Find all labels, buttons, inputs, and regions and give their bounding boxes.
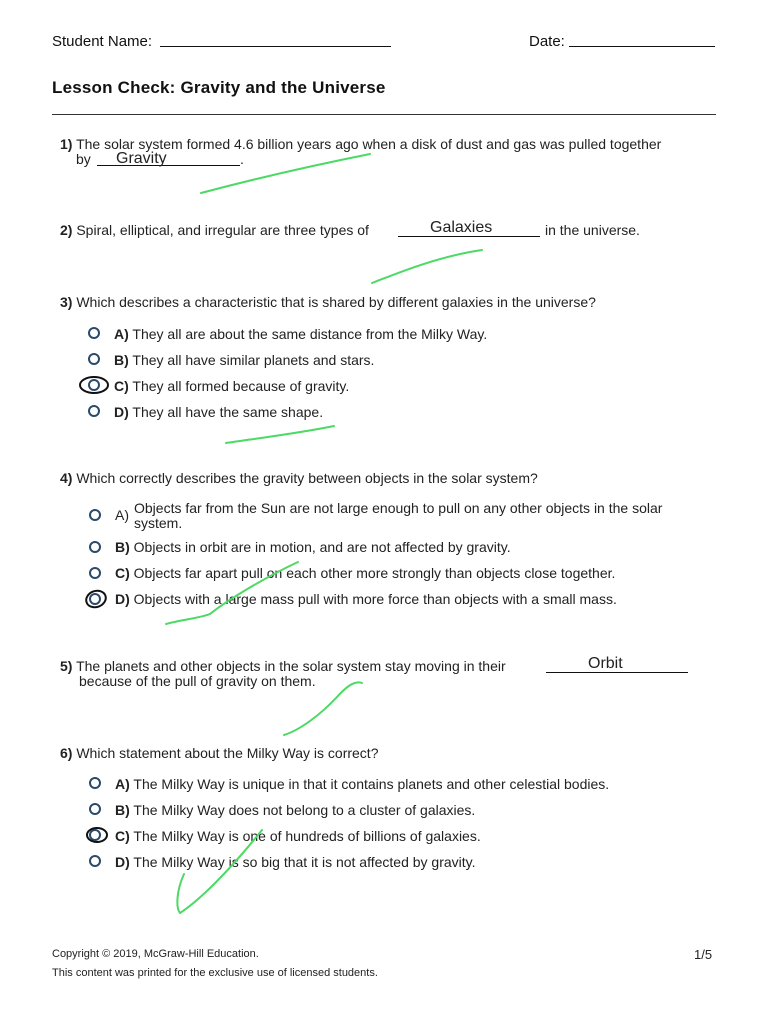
option-text: The Milky Way is one of hundreds of billions of galaxies. (133, 828, 481, 844)
q6-option-d-radio[interactable] (89, 855, 101, 867)
question-text: Which statement about the Milky Way is correct? (76, 745, 379, 761)
question-number: 1) (60, 136, 73, 152)
question-3 (60, 295, 720, 310)
question-text: Spiral, elliptical, and irregular are three types of (76, 222, 369, 238)
option-text: They all have similar planets and stars. (132, 352, 375, 368)
q4-option-d[interactable] (115, 592, 617, 607)
option-letter: D) (115, 854, 130, 870)
ink-stroke-q2 (372, 250, 482, 283)
q6-option-c[interactable] (115, 829, 481, 844)
question-number: 6) (60, 745, 73, 761)
q6-option-b[interactable] (115, 803, 475, 818)
q3-option-c-radio[interactable] (88, 379, 100, 391)
q3-option-a[interactable] (114, 327, 487, 342)
option-text: They all have the same shape. (132, 404, 324, 420)
question-6 (60, 746, 379, 761)
q2-end-text: in the universe. (545, 222, 640, 238)
question-4 (60, 471, 720, 486)
license-notice: This content was printed for the exclusive use of licensed students. (52, 967, 378, 979)
q6-option-d[interactable] (115, 855, 476, 870)
q4-option-b-radio[interactable] (89, 541, 101, 553)
option-letter: C) (114, 378, 129, 394)
q1-answer: Gravity (116, 150, 167, 167)
copyright-text: Copyright © 2019, McGraw-Hill Education. (52, 948, 259, 960)
q4-option-d-radio[interactable] (89, 593, 101, 605)
option-text: Objects with a large mass pull with more force than objects with a small mass. (133, 591, 617, 607)
q4-option-a[interactable] (134, 501, 724, 531)
ink-stroke-q1 (201, 151, 370, 193)
q6-option-a[interactable] (115, 777, 609, 792)
q6-option-b-radio[interactable] (89, 803, 101, 815)
question-text: The planets and other objects in the solar system stay moving in their (76, 658, 506, 674)
option-text: The Milky Way is so big that it is not affected by gravity. (133, 854, 476, 870)
q3-option-b[interactable] (114, 353, 374, 368)
question-text: Which correctly describes the gravity between objects in the solar system? (76, 470, 538, 486)
q4-option-c[interactable] (115, 566, 615, 581)
ink-stroke-q5 (284, 682, 362, 735)
option-text: Objects far apart pull on each other more strongly than objects close together. (133, 565, 616, 581)
question-number: 5) (60, 658, 73, 674)
question-text: Which describes a characteristic that is shared by different galaxies in the universe? (76, 294, 596, 310)
option-text-line2: system. (134, 515, 183, 531)
q4-option-b[interactable] (115, 540, 511, 555)
question-number: 4) (60, 470, 73, 486)
option-text: Objects far from the Sun are not large enough to pull on any other objects in the solar (134, 500, 663, 516)
q3-option-d[interactable] (114, 405, 323, 420)
page-number: 1/5 (694, 947, 713, 962)
q3-option-a-radio[interactable] (88, 327, 100, 339)
option-letter: A) (115, 776, 130, 792)
option-text: The Milky Way does not belong to a cluster of galaxies. (133, 802, 476, 818)
q6-option-a-radio[interactable] (89, 777, 101, 789)
date-label: Date: (529, 33, 565, 50)
option-letter: B) (115, 539, 130, 555)
option-text: The Milky Way is unique in that it contains planets and other celestial bodies. (133, 776, 610, 792)
title-divider (52, 114, 716, 115)
student-name-field[interactable] (160, 46, 391, 47)
question-1-line2 (76, 152, 91, 167)
q2-answer: Galaxies (430, 219, 493, 236)
q1-period: . (240, 151, 244, 167)
q4-option-a-radio[interactable] (89, 509, 101, 521)
q4-option-a-letter[interactable]: A) (115, 507, 129, 523)
q4-option-c-radio[interactable] (89, 567, 101, 579)
ink-stroke-q3 (226, 426, 334, 443)
option-text: Objects in orbit are in motion, and are not affected by gravity. (133, 539, 511, 555)
q6-option-c-radio[interactable] (89, 829, 101, 841)
option-letter: C) (115, 828, 130, 844)
question-2 (60, 223, 369, 238)
option-text: They all formed because of gravity. (132, 378, 350, 394)
q5-answer: Orbit (588, 655, 623, 672)
student-name-label: Student Name: (52, 33, 153, 50)
option-letter: B) (115, 802, 130, 818)
option-letter: D) (114, 404, 129, 420)
q3-option-d-radio[interactable] (88, 405, 100, 417)
question-number: 3) (60, 294, 73, 310)
option-letter: C) (115, 565, 130, 581)
option-letter: D) (115, 591, 130, 607)
date-field[interactable] (569, 46, 715, 47)
q3-option-c[interactable] (114, 379, 349, 394)
question-5-line2: because of the pull of gravity on them. (79, 673, 316, 689)
option-letter: B) (114, 352, 129, 368)
page-title: Lesson Check: Gravity and the Universe (52, 78, 386, 97)
question-5 (60, 659, 506, 674)
question-text: The solar system formed 4.6 billion years ago when a disk of dust and gas was pulled together (76, 136, 662, 152)
q3-option-b-radio[interactable] (88, 353, 100, 365)
question-number: 2) (60, 222, 73, 238)
option-letter: A) (114, 326, 129, 342)
option-text: They all are about the same distance from the Milky Way. (132, 326, 488, 342)
question-text: by (76, 151, 91, 167)
